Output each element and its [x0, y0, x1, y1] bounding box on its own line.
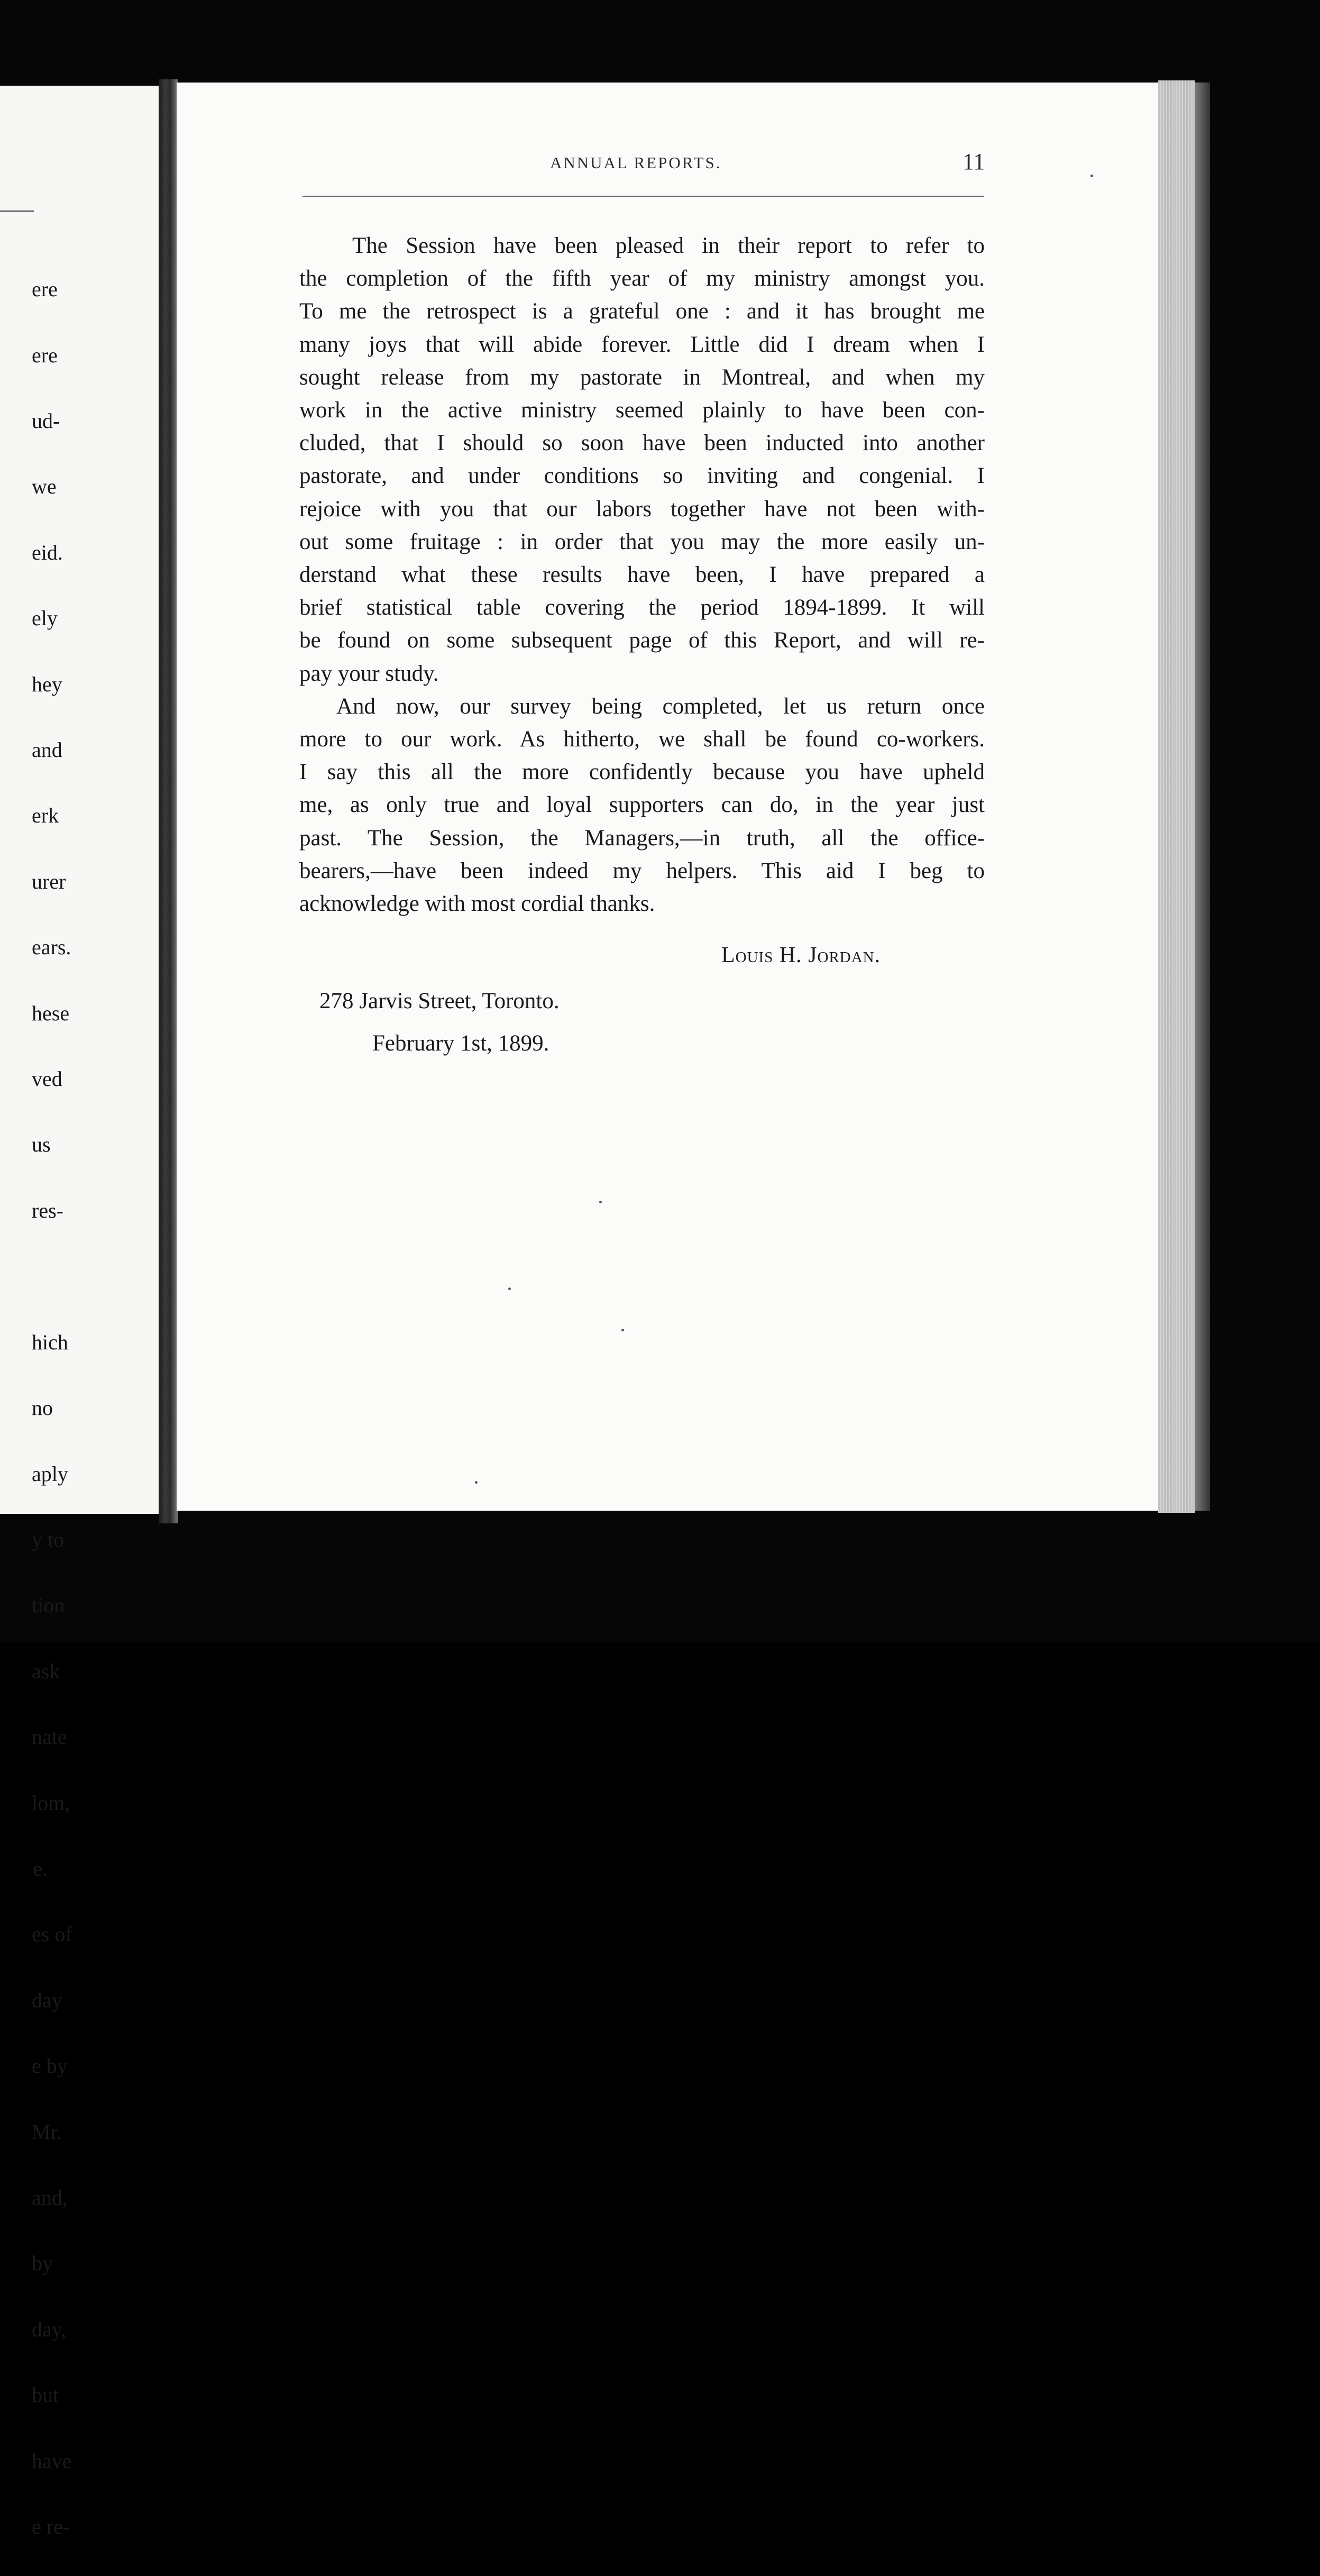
- text-line: And now, our survey being completed, let us return once: [336, 693, 985, 719]
- paragraph-1: [299, 230, 985, 690]
- text-line: past. The Session, the Managers,—in truth, all the office-: [299, 825, 985, 851]
- text-line: me, as only true and loyal supporters can do, in the year just: [299, 792, 985, 818]
- text-line: The Session have been pleased in their report to refer to: [352, 233, 985, 258]
- previous-page-edge: [0, 86, 168, 2539]
- scan-speck: [1090, 175, 1093, 177]
- text-line: be found on some subsequent page of this Report, and will re-: [299, 628, 985, 653]
- previous-page-fragment: ely: [32, 606, 58, 631]
- signature: Louis H. Jordan.: [721, 943, 881, 967]
- previous-page-fragment: we: [32, 474, 57, 499]
- previous-page-fragment: nate: [32, 1725, 67, 1749]
- previous-page-fragment: e by: [32, 2054, 68, 2078]
- previous-page-fragment: ved: [32, 1067, 62, 1091]
- running-head: ANNUAL REPORTS.: [550, 153, 722, 172]
- scan-speck: [508, 1287, 511, 1290]
- report-body: [299, 230, 985, 920]
- scan-speck: [475, 1481, 478, 1484]
- previous-page-text: [0, 240, 72, 2576]
- previous-page-fragment: no: [32, 1396, 53, 1420]
- previous-page-fragment: have: [32, 2449, 72, 2473]
- previous-page-fragment: e re-: [32, 2515, 70, 2539]
- previous-page-fragment: hey: [32, 672, 62, 696]
- previous-page-fragment: res-: [32, 1198, 63, 1222]
- text-line: brief statistical table covering the period 1894-1899. It will: [299, 595, 985, 620]
- previous-page-fragment: ere: [32, 343, 58, 367]
- text-line: pay your study.: [299, 661, 439, 686]
- page-stack-shadow: [1195, 83, 1210, 1511]
- previous-page-fragment: aply: [32, 1461, 68, 1486]
- text-line: I say this all the more confidently because you have upheld: [299, 760, 985, 785]
- text-line: derstand what these results have been, I have prepared a: [299, 562, 985, 588]
- previous-page-fragment: e.: [33, 1856, 48, 1880]
- text-line: acknowledge with most cordial thanks.: [299, 891, 655, 917]
- text-line: To me the retrospect is a grateful one : and it has brought me: [299, 299, 985, 324]
- previous-page-fragment: lom,: [32, 1791, 70, 1815]
- previous-page-fragment: es of: [32, 1922, 72, 1947]
- previous-page-fragment: ask: [32, 1659, 60, 1683]
- previous-page-fragment: us: [32, 1132, 51, 1157]
- page-stack-edges: [1158, 80, 1195, 1513]
- paragraph-2: [299, 690, 985, 920]
- previous-page-rule: [0, 211, 34, 212]
- text-line: rejoice with you that our labors together have not been with-: [299, 496, 985, 522]
- previous-page-fragment: day: [32, 1988, 62, 2012]
- book-gutter: [159, 79, 178, 1523]
- previous-page-fragment: eid.: [32, 540, 63, 564]
- date-line: February 1st, 1899.: [372, 1031, 549, 1056]
- previous-page-fragment: hese: [32, 1001, 70, 1025]
- previous-page-fragment: tion: [32, 1593, 65, 1618]
- previous-page-fragment: day,: [32, 2317, 67, 2341]
- scan-speck: [599, 1201, 602, 1203]
- text-line: work in the active ministry seemed plainly to have been con-: [299, 398, 985, 423]
- previous-page-fragment: y to: [32, 1527, 65, 1551]
- text-line: cluded, that I should so soon have been inducted into another: [299, 431, 985, 456]
- text-line: many joys that will abide forever. Little did I dream when I: [299, 332, 985, 357]
- previous-page-fragment: by: [32, 2251, 53, 2276]
- previous-page-fragment: ere: [32, 277, 58, 302]
- header-rule: [302, 196, 984, 197]
- text-line: the completion of the fifth year of my ministry amongst you.: [299, 266, 985, 291]
- previous-page-fragment: Mr.: [32, 2120, 62, 2144]
- text-line: more to our work. As hitherto, we shall be found co-workers.: [299, 727, 985, 752]
- scan-speck: [621, 1329, 624, 1331]
- previous-page-fragment: urer: [32, 869, 66, 893]
- previous-page-fragment: and,: [32, 2185, 68, 2209]
- previous-page-fragment: erk: [32, 803, 59, 828]
- previous-page-fragment: and: [32, 738, 62, 762]
- text-line: pastorate, and under conditions so inviting and congenial. I: [299, 463, 985, 489]
- previous-page-fragment: hich: [32, 1330, 68, 1354]
- previous-page-fragment: ears.: [32, 935, 71, 960]
- text-line: bearers,—have been indeed my helpers. This aid I beg to: [299, 858, 985, 883]
- address-line: 278 Jarvis Street, Toronto.: [319, 989, 560, 1013]
- page-number: 11: [962, 149, 985, 175]
- previous-page-fragment: but: [32, 2383, 59, 2407]
- text-line: out some fruitage : in order that you may the more easily un-: [299, 529, 985, 554]
- previous-page-fragment: ud-: [32, 409, 60, 433]
- text-line: sought release from my pastorate in Montreal, and when my: [299, 364, 985, 390]
